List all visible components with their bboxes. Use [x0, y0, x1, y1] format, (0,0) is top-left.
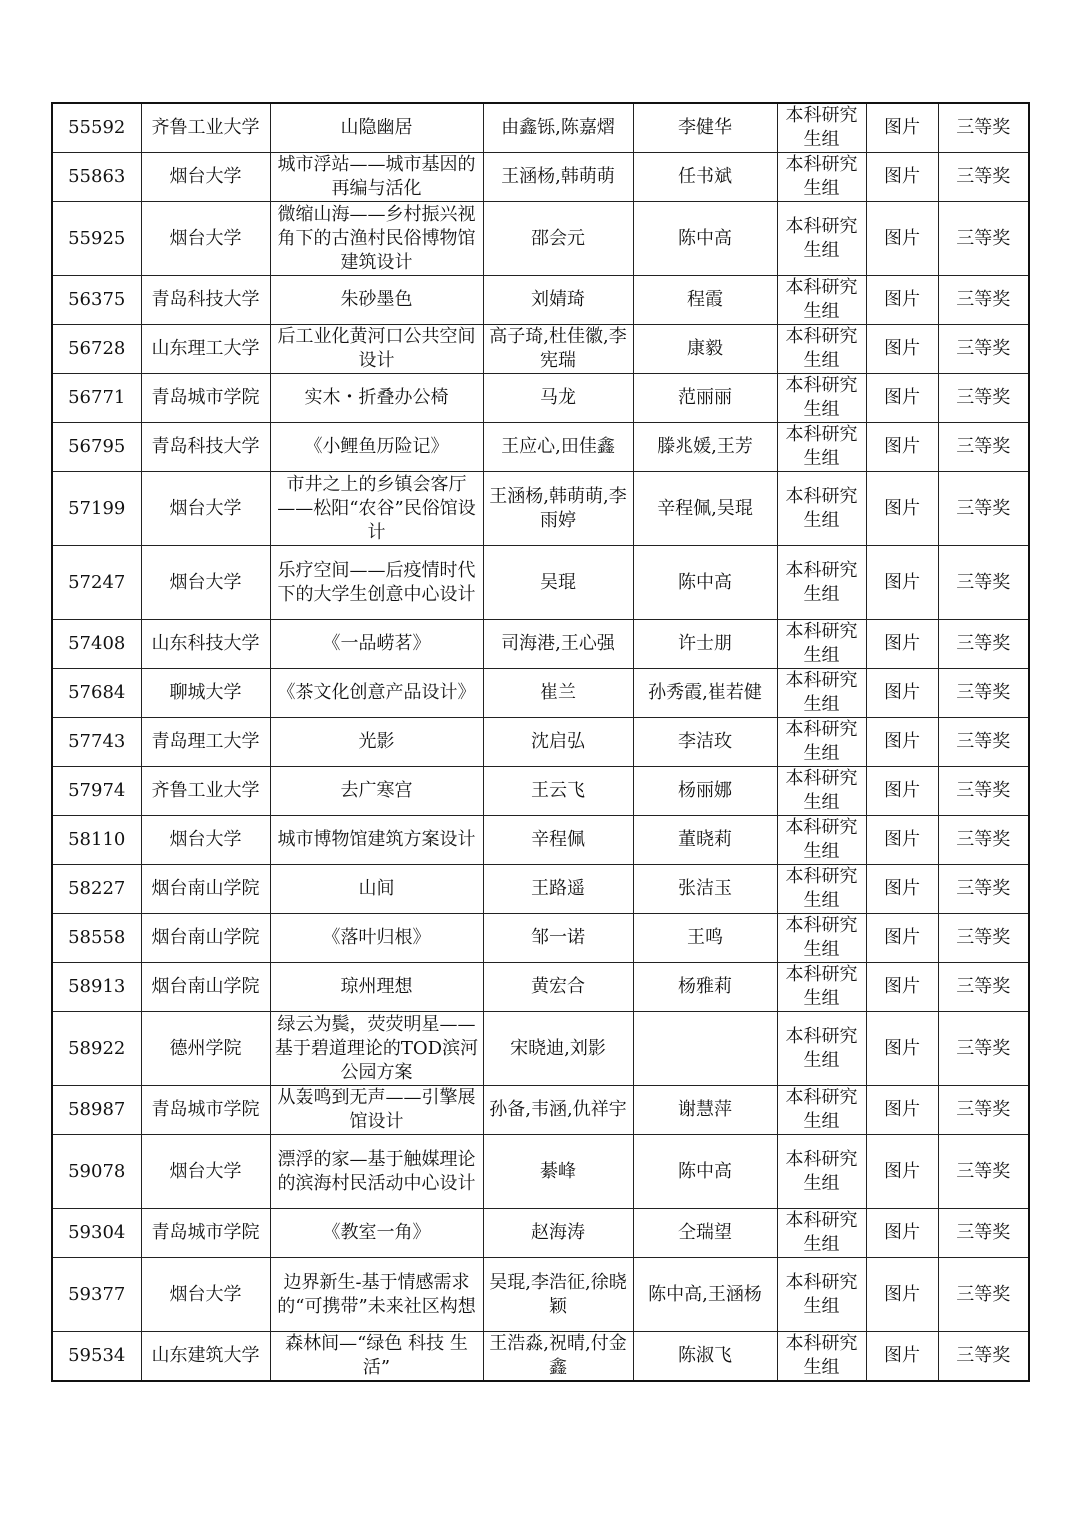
authors-cell: 孙备,韦涵,仇祥宇: [483, 1086, 633, 1135]
group-cell: 本科研究生组: [777, 914, 866, 963]
table-row: [52, 963, 1029, 1012]
work-type-cell: 图片: [866, 423, 938, 472]
table-row: [52, 767, 1029, 816]
school-cell: 齐鲁工业大学: [141, 103, 270, 153]
advisor-cell: [633, 1012, 777, 1086]
entry-id-cell: 56375: [52, 276, 141, 325]
school-cell: 烟台大学: [141, 472, 270, 546]
award-cell: 三等奖: [938, 620, 1029, 669]
group-cell: 本科研究生组: [777, 472, 866, 546]
work-type-cell: 图片: [866, 1135, 938, 1209]
work-title-cell: 微缩山海——乡村振兴视角下的古渔村民俗博物馆建筑设计: [270, 202, 483, 276]
award-cell: 三等奖: [938, 202, 1029, 276]
advisor-cell: 陈淑飞: [633, 1332, 777, 1382]
table-row: [52, 816, 1029, 865]
school-cell: 青岛城市学院: [141, 374, 270, 423]
group-cell: 本科研究生组: [777, 1086, 866, 1135]
entry-id-cell: 59078: [52, 1135, 141, 1209]
table-row: [52, 423, 1029, 472]
advisor-cell: 程霞: [633, 276, 777, 325]
award-cell: 三等奖: [938, 718, 1029, 767]
school-cell: 烟台大学: [141, 1258, 270, 1332]
work-title-cell: 《落叶归根》: [270, 914, 483, 963]
work-title-cell: 光影: [270, 718, 483, 767]
entry-id-cell: 55925: [52, 202, 141, 276]
advisor-cell: 李健华: [633, 103, 777, 153]
group-cell: 本科研究生组: [777, 546, 866, 620]
work-title-cell: 朱砂墨色: [270, 276, 483, 325]
entry-id-cell: 57408: [52, 620, 141, 669]
work-type-cell: 图片: [866, 546, 938, 620]
school-cell: 烟台南山学院: [141, 865, 270, 914]
school-cell: 烟台南山学院: [141, 914, 270, 963]
group-cell: 本科研究生组: [777, 153, 866, 202]
school-cell: 山东建筑大学: [141, 1332, 270, 1382]
advisor-cell: 陈中高: [633, 546, 777, 620]
award-cell: 三等奖: [938, 914, 1029, 963]
work-title-cell: 森林间—“绿色 科技 生活”: [270, 1332, 483, 1382]
award-cell: 三等奖: [938, 865, 1029, 914]
work-title-cell: 山间: [270, 865, 483, 914]
authors-cell: 吴琨,李浩征,徐晓颖: [483, 1258, 633, 1332]
work-title-cell: 琼州理想: [270, 963, 483, 1012]
award-cell: 三等奖: [938, 472, 1029, 546]
group-cell: 本科研究生组: [777, 103, 866, 153]
advisor-cell: 张洁玉: [633, 865, 777, 914]
advisor-cell: 康毅: [633, 325, 777, 374]
work-type-cell: 图片: [866, 718, 938, 767]
authors-cell: 辛程佩: [483, 816, 633, 865]
group-cell: 本科研究生组: [777, 1209, 866, 1258]
work-type-cell: 图片: [866, 914, 938, 963]
group-cell: 本科研究生组: [777, 620, 866, 669]
authors-cell: 黄宏合: [483, 963, 633, 1012]
award-cell: 三等奖: [938, 153, 1029, 202]
table-row: [52, 1135, 1029, 1209]
authors-cell: 由鑫铄,陈嘉熠: [483, 103, 633, 153]
advisor-cell: 孙秀霞,崔若健: [633, 669, 777, 718]
school-cell: 聊城大学: [141, 669, 270, 718]
award-cell: 三等奖: [938, 816, 1029, 865]
authors-cell: 崔兰: [483, 669, 633, 718]
advisor-cell: 辛程佩,吴琨: [633, 472, 777, 546]
group-cell: 本科研究生组: [777, 767, 866, 816]
group-cell: 本科研究生组: [777, 1258, 866, 1332]
table-row: [52, 1209, 1029, 1258]
advisor-cell: 董晓莉: [633, 816, 777, 865]
award-cell: 三等奖: [938, 276, 1029, 325]
table-row: [52, 472, 1029, 546]
advisor-cell: 杨丽娜: [633, 767, 777, 816]
work-title-cell: 实木・折叠办公椅: [270, 374, 483, 423]
group-cell: 本科研究生组: [777, 1012, 866, 1086]
authors-cell: 邵会元: [483, 202, 633, 276]
award-cell: 三等奖: [938, 1332, 1029, 1382]
work-title-cell: 《教室一角》: [270, 1209, 483, 1258]
group-cell: 本科研究生组: [777, 1332, 866, 1382]
table-row: [52, 1012, 1029, 1086]
authors-cell: 吴琨: [483, 546, 633, 620]
award-cell: 三等奖: [938, 1258, 1029, 1332]
advisor-cell: 陈中高,王涵杨: [633, 1258, 777, 1332]
work-type-cell: 图片: [866, 1086, 938, 1135]
award-cell: 三等奖: [938, 669, 1029, 718]
work-type-cell: 图片: [866, 153, 938, 202]
work-title-cell: 绿云为鬓，荧荧明星——基于碧道理论的TOD滨河公园方案: [270, 1012, 483, 1086]
authors-cell: 高子琦,杜佳徽,李宪瑞: [483, 325, 633, 374]
table-row: [52, 914, 1029, 963]
work-title-cell: 城市浮站——城市基因的再编与活化: [270, 153, 483, 202]
advisor-cell: 王鸣: [633, 914, 777, 963]
work-title-cell: 《小鲤鱼历险记》: [270, 423, 483, 472]
authors-cell: 司海港,王心强: [483, 620, 633, 669]
entry-id-cell: 56795: [52, 423, 141, 472]
award-cell: 三等奖: [938, 1209, 1029, 1258]
work-title-cell: 后工业化黄河口公共空间设计: [270, 325, 483, 374]
group-cell: 本科研究生组: [777, 1135, 866, 1209]
work-type-cell: 图片: [866, 325, 938, 374]
advisor-cell: 许士朋: [633, 620, 777, 669]
advisor-cell: 李洁玫: [633, 718, 777, 767]
group-cell: 本科研究生组: [777, 669, 866, 718]
work-title-cell: 山隐幽居: [270, 103, 483, 153]
work-type-cell: 图片: [866, 669, 938, 718]
award-cell: 三等奖: [938, 546, 1029, 620]
entry-id-cell: 57247: [52, 546, 141, 620]
award-cell: 三等奖: [938, 1135, 1029, 1209]
award-cell: 三等奖: [938, 1086, 1029, 1135]
table-row: [52, 718, 1029, 767]
work-type-cell: 图片: [866, 472, 938, 546]
advisor-cell: 滕兆媛,王芳: [633, 423, 777, 472]
authors-cell: 王路遥: [483, 865, 633, 914]
advisor-cell: 仝瑞望: [633, 1209, 777, 1258]
award-cell: 三等奖: [938, 1012, 1029, 1086]
advisor-cell: 任书斌: [633, 153, 777, 202]
advisor-cell: 陈中高: [633, 1135, 777, 1209]
school-cell: 烟台大学: [141, 1135, 270, 1209]
group-cell: 本科研究生组: [777, 816, 866, 865]
entry-id-cell: 57199: [52, 472, 141, 546]
advisor-cell: 陈中高: [633, 202, 777, 276]
entry-id-cell: 56771: [52, 374, 141, 423]
table-row: [52, 620, 1029, 669]
table-row: [52, 1086, 1029, 1135]
school-cell: 山东科技大学: [141, 620, 270, 669]
group-cell: 本科研究生组: [777, 718, 866, 767]
table-row: [52, 202, 1029, 276]
table-row: [52, 1258, 1029, 1332]
work-title-cell: 边界新生-基于情感需求的“可携带”未来社区构想: [270, 1258, 483, 1332]
award-cell: 三等奖: [938, 103, 1029, 153]
school-cell: 青岛理工大学: [141, 718, 270, 767]
award-cell: 三等奖: [938, 325, 1029, 374]
work-type-cell: 图片: [866, 1209, 938, 1258]
authors-cell: 刘婧琦: [483, 276, 633, 325]
entry-id-cell: 55592: [52, 103, 141, 153]
authors-cell: 綦峰: [483, 1135, 633, 1209]
work-title-cell: 《茶文化创意产品设计》: [270, 669, 483, 718]
advisor-cell: 杨雅莉: [633, 963, 777, 1012]
group-cell: 本科研究生组: [777, 423, 866, 472]
table-row: [52, 374, 1029, 423]
entry-id-cell: 58913: [52, 963, 141, 1012]
entry-id-cell: 56728: [52, 325, 141, 374]
entry-id-cell: 58922: [52, 1012, 141, 1086]
work-title-cell: 乐疗空间——后疫情时代下的大学生创意中心设计: [270, 546, 483, 620]
group-cell: 本科研究生组: [777, 325, 866, 374]
work-type-cell: 图片: [866, 1332, 938, 1382]
work-title-cell: 城市博物馆建筑方案设计: [270, 816, 483, 865]
authors-cell: 赵海涛: [483, 1209, 633, 1258]
table-row: [52, 1332, 1029, 1382]
entry-id-cell: 57974: [52, 767, 141, 816]
award-cell: 三等奖: [938, 423, 1029, 472]
school-cell: 烟台南山学院: [141, 963, 270, 1012]
work-title-cell: 市井之上的乡镇会客厅——松阳“农谷”民俗馆设计: [270, 472, 483, 546]
group-cell: 本科研究生组: [777, 276, 866, 325]
work-type-cell: 图片: [866, 1012, 938, 1086]
school-cell: 烟台大学: [141, 153, 270, 202]
authors-cell: 邹一诺: [483, 914, 633, 963]
work-type-cell: 图片: [866, 374, 938, 423]
entry-id-cell: 59377: [52, 1258, 141, 1332]
authors-cell: 沈启弘: [483, 718, 633, 767]
school-cell: 青岛科技大学: [141, 423, 270, 472]
table-row: [52, 669, 1029, 718]
authors-cell: 王浩淼,祝晴,付金鑫: [483, 1332, 633, 1382]
entry-id-cell: 58227: [52, 865, 141, 914]
school-cell: 烟台大学: [141, 202, 270, 276]
group-cell: 本科研究生组: [777, 374, 866, 423]
school-cell: 青岛城市学院: [141, 1209, 270, 1258]
advisor-cell: 谢慧萍: [633, 1086, 777, 1135]
entry-id-cell: 58558: [52, 914, 141, 963]
entry-id-cell: 55863: [52, 153, 141, 202]
work-title-cell: 漂浮的家—基于触媒理论的滨海村民活动中心设计: [270, 1135, 483, 1209]
work-type-cell: 图片: [866, 865, 938, 914]
advisor-cell: 范丽丽: [633, 374, 777, 423]
school-cell: 山东理工大学: [141, 325, 270, 374]
work-type-cell: 图片: [866, 103, 938, 153]
award-cell: 三等奖: [938, 963, 1029, 1012]
work-type-cell: 图片: [866, 620, 938, 669]
school-cell: 德州学院: [141, 1012, 270, 1086]
work-type-cell: 图片: [866, 767, 938, 816]
work-type-cell: 图片: [866, 1258, 938, 1332]
work-title-cell: 《一品崂茗》: [270, 620, 483, 669]
authors-cell: 宋晓迪,刘影: [483, 1012, 633, 1086]
authors-cell: 王云飞: [483, 767, 633, 816]
school-cell: 青岛城市学院: [141, 1086, 270, 1135]
work-type-cell: 图片: [866, 963, 938, 1012]
awards-table: [51, 102, 1030, 1382]
award-cell: 三等奖: [938, 767, 1029, 816]
entry-id-cell: 57684: [52, 669, 141, 718]
table-body: [52, 103, 1029, 1381]
school-cell: 烟台大学: [141, 546, 270, 620]
table-row: [52, 325, 1029, 374]
school-cell: 齐鲁工业大学: [141, 767, 270, 816]
authors-cell: 马龙: [483, 374, 633, 423]
work-title-cell: 从轰鸣到无声——引擎展馆设计: [270, 1086, 483, 1135]
authors-cell: 王涵杨,韩萌萌: [483, 153, 633, 202]
entry-id-cell: 58110: [52, 816, 141, 865]
table-row: [52, 153, 1029, 202]
group-cell: 本科研究生组: [777, 963, 866, 1012]
table-row: [52, 546, 1029, 620]
table-row: [52, 276, 1029, 325]
school-cell: 青岛科技大学: [141, 276, 270, 325]
work-type-cell: 图片: [866, 816, 938, 865]
group-cell: 本科研究生组: [777, 865, 866, 914]
entry-id-cell: 57743: [52, 718, 141, 767]
award-cell: 三等奖: [938, 374, 1029, 423]
work-type-cell: 图片: [866, 202, 938, 276]
table-row: [52, 103, 1029, 153]
entry-id-cell: 58987: [52, 1086, 141, 1135]
work-title-cell: 去广寒宫: [270, 767, 483, 816]
work-type-cell: 图片: [866, 276, 938, 325]
table-row: [52, 865, 1029, 914]
entry-id-cell: 59534: [52, 1332, 141, 1382]
authors-cell: 王应心,田佳鑫: [483, 423, 633, 472]
entry-id-cell: 59304: [52, 1209, 141, 1258]
group-cell: 本科研究生组: [777, 202, 866, 276]
authors-cell: 王涵杨,韩萌萌,李雨婷: [483, 472, 633, 546]
school-cell: 烟台大学: [141, 816, 270, 865]
